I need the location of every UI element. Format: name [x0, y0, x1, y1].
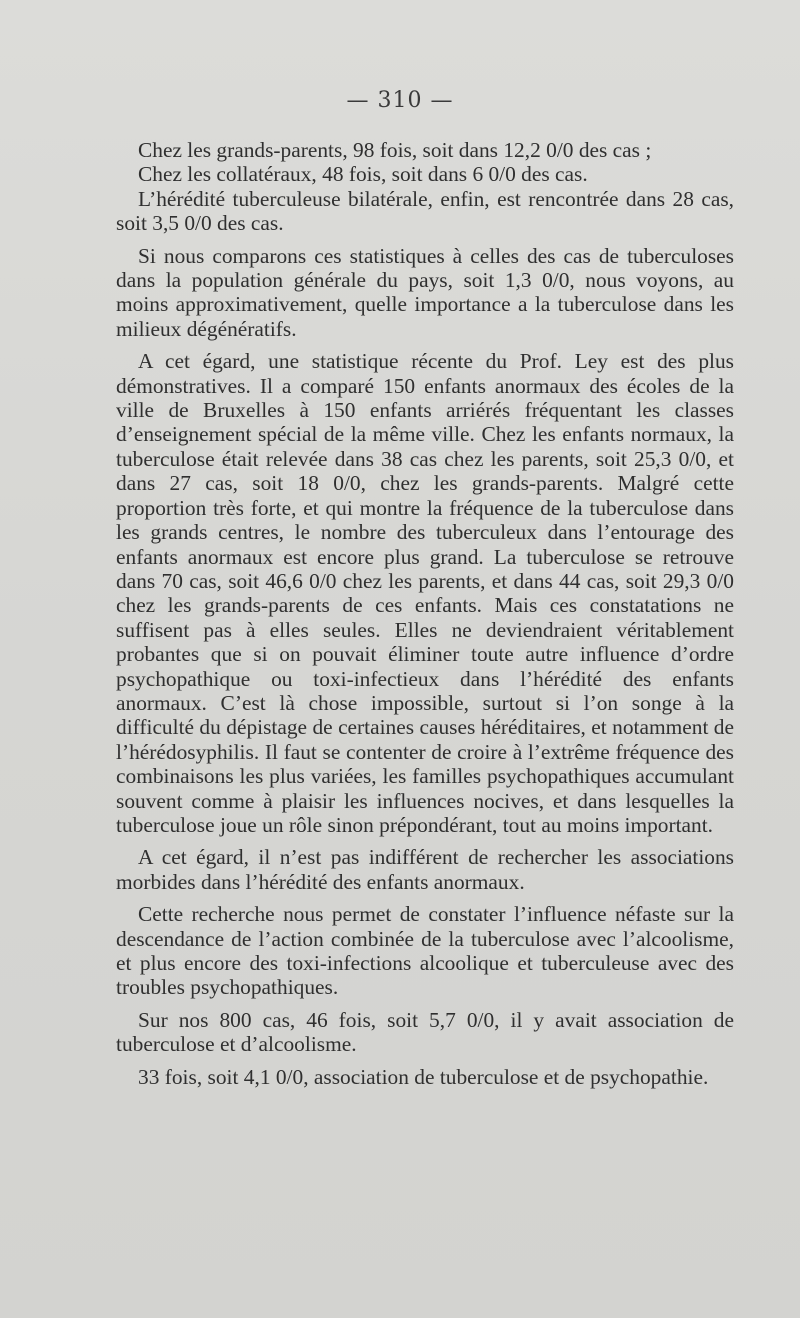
paragraph-6: A cet égard, il n’est pas indifférent de rechercher les associations morbides dans l’hérédité des enfants anormaux. [116, 845, 734, 894]
paragraph-5: A cet égard, une statistique récente du Prof. Ley est des plus démonstratives. Il a comparé 150 enfants anormaux des écoles de la ville de Bruxelles à 150 enfants arriérés fréquentant les classes d’enseignement spécial de la même ville. Chez les enfants normaux, la tuberculose était relevée dans 38 cas chez les parents, soit 25,3 0/0, et dans 27 cas, soit 18 0/0, chez les grands-parents. Malgré cette proportion très forte, et qui montre la fréquence de la tuberculose dans les grands centres, le nombre des tuberculeux dans l’entourage des enfants anormaux est encore plus grand. La tuberculose se retrouve dans 70 cas, soit 46,6 0/0 chez les parents, et dans 44 cas, soit 29,3 0/0 chez les grands-parents de ces enfants. Mais ces constatations ne suffisent pas à elles seules. Elles ne deviendraient véritablement probantes que si on pouvait éliminer toute autre influence d’ordre psychopathique ou toxi-infectieux dans l’hérédité des enfants anormaux. C’est là chose impossible, surtout si l’on songe à la difficulté du dépistage de certaines causes héréditaires, et notamment de l’hérédosyphilis. Il faut se contenter de croire à l’extrême fréquence des combinaisons les plus variées, les familles psychopathiques accumulant souvent comme à plaisir les influences nocives, et dans lesquelles la tuberculose joue un rôle sinon prépondérant, tout au moins important. [116, 349, 734, 837]
paragraph-1: Chez les grands-parents, 98 fois, soit dans 12,2 0/0 des cas ; [138, 138, 652, 162]
paragraph-7: Cette recherche nous permet de constater l’influence néfaste sur la descendance de l’action combinée de la tuberculose avec l’alcoolisme, et plus encore des toxi-infections alcoolique et tuberculeuse avec des troubles psychopathiques. [116, 902, 734, 1000]
paragraph-2: Chez les collatéraux, 48 fois, soit dans 6 0/0 des cas. [138, 162, 588, 187]
paragraph-8: Sur nos 800 cas, 46 fois, soit 5,7 0/0, il y avait association de tuberculose et d’alcoolisme. [116, 1007, 734, 1057]
page-number: — 310 — [346, 88, 454, 113]
paragraph-9: 33 fois, soit 4,1 0/0, association de tuberculose et de psychopathie. [138, 1064, 709, 1089]
paragraph-3: L’hérédité tuberculeuse bilatérale, enfin, est rencontrée dans 28 cas, soit 3,5 0/0 des cas. [116, 186, 734, 236]
paragraph-4: Si nous comparons ces statistiques à celles des cas de tuberculoses dans la population générale du pays, soit 1,3 0/0, nous voyons, au moins approximativement, quelle importance a la tuberculose dans les milieux dégénératifs. [116, 243, 734, 341]
body-text [116, 138, 734, 1091]
